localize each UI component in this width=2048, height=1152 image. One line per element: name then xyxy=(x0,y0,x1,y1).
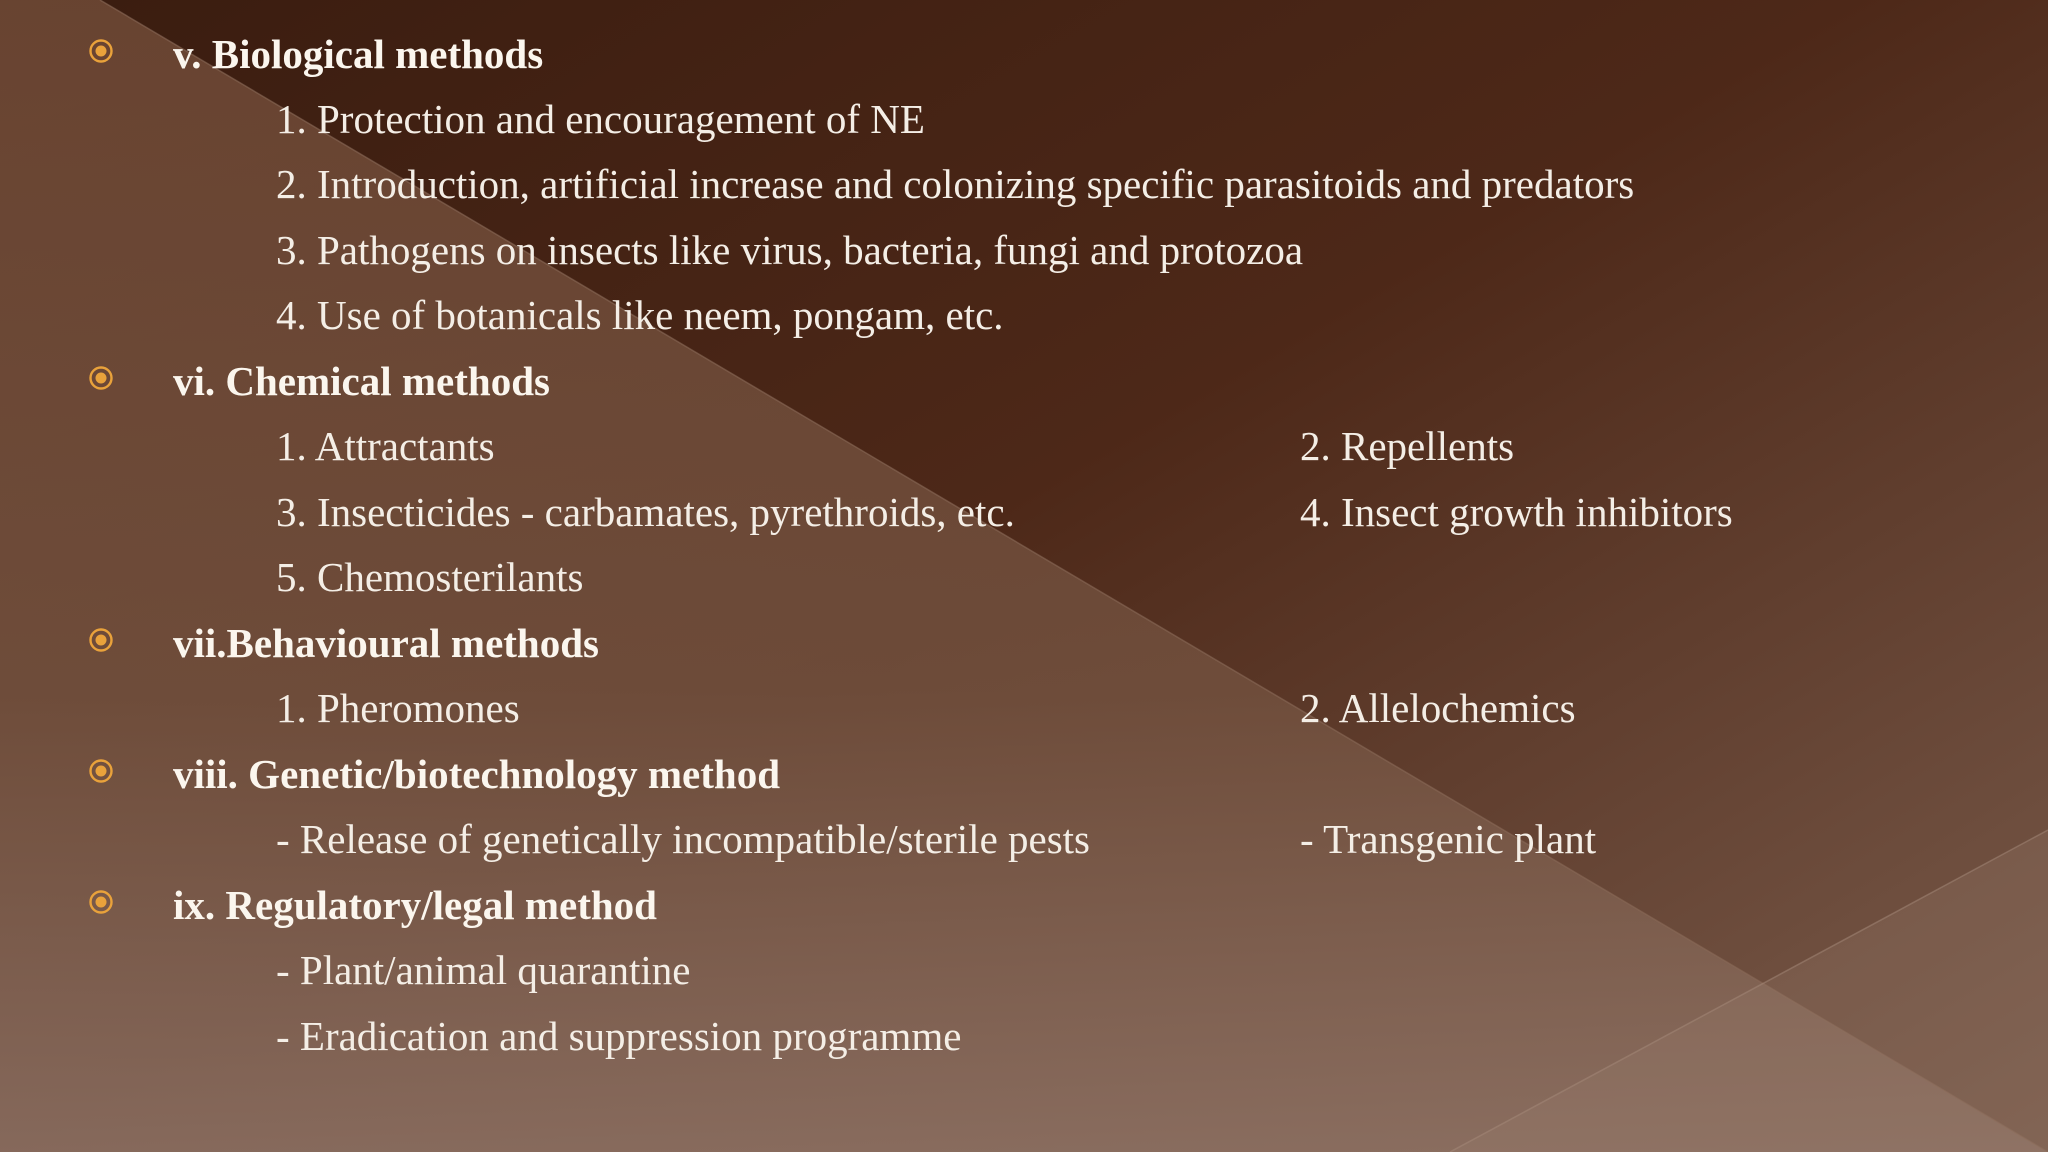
section-heading: viii. Genetic/biotechnology method xyxy=(173,751,780,797)
list-item: 1. Attractants xyxy=(276,423,495,469)
list-item: - Release of genetically incompatible/sterile pests xyxy=(276,816,1091,862)
list-item: - Plant/animal quarantine xyxy=(276,947,691,993)
circle-bullet-icon xyxy=(88,365,114,391)
list-item: 3. Insecticides - carbamates, pyrethroids, etc. xyxy=(276,489,1015,535)
list-item: 2. Introduction, artificial increase and colonizing specific parasitoids and predators xyxy=(276,161,1635,207)
list-item: - Eradication and suppression programme xyxy=(276,1013,962,1059)
circle-bullet-icon xyxy=(88,889,114,915)
circle-bullet-icon xyxy=(88,758,114,784)
circle-bullet-icon xyxy=(88,627,114,653)
list-item: 1. Pheromones xyxy=(276,685,520,731)
list-item: 5. Chemosterilants xyxy=(276,554,584,600)
section-heading: vii.Behavioural methods xyxy=(173,620,599,666)
section-heading: ix. Regulatory/legal method xyxy=(173,882,657,928)
list-item: 2. Allelochemics xyxy=(1300,685,1576,731)
list-item: 4. Insect growth inhibitors xyxy=(1300,489,1733,535)
section-heading: v. Biological methods xyxy=(173,31,544,77)
list-item: 3. Pathogens on insects like virus, bacteria, fungi and protozoa xyxy=(276,227,1304,273)
circle-bullet-icon xyxy=(88,38,114,64)
section-heading: vi. Chemical methods xyxy=(173,358,550,404)
list-item: 1. Protection and encouragement of NE xyxy=(276,96,925,142)
list-item: 4. Use of botanicals like neem, pongam, etc. xyxy=(276,292,1004,338)
list-item: 2. Repellents xyxy=(1300,423,1515,469)
list-item: - Transgenic plant xyxy=(1300,816,1597,862)
